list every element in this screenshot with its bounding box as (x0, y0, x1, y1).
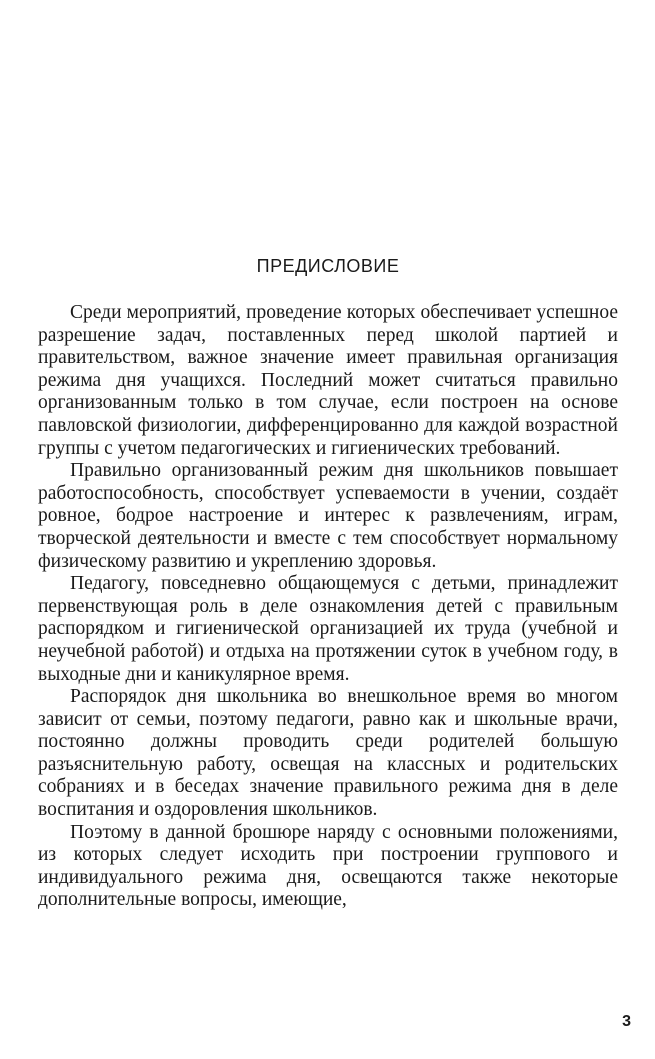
paragraph: Правильно организованный режим дня школьников повышает работоспособность, способствует успеваемости в учении, создаёт ровное, бодрое настроение и интерес к развлечениям, играм, творческой деятельности и вместе с тем способствует нормальному физическому развитию и укреплению здоровья. (38, 460, 618, 572)
page-title: ПРЕДИСЛОВИЕ (256, 256, 400, 276)
body-text (38, 302, 618, 912)
paragraph: Педагогу, повседневно общающемуся с детьми, принадлежит первенствующая роль в деле ознакомления детей с правильным распорядком и гигиенической организацией их труда (учебной и неучебной работой) и отдыха на протяжении суток в учебном году, в выходные дни и каникулярное время. (38, 573, 618, 685)
paragraph: Распорядок дня школьника во внешкольное время во многом зависит от семьи, поэтому педагоги, равно как и школьные врачи, постоянно должны проводить среди родителей большую разъяснительную работу, освещая на классных и родительских собраниях и в беседах значение правильного режима дня в деле воспитания и оздоровления школьников. (38, 686, 618, 821)
book-page (38, 0, 618, 1059)
paragraph: Поэтому в данной брошюре наряду с основными положениями, из которых следует исходить при построении группового и индивидуального режима дня, освещаются также некоторые дополнительные вопросы, имеющие, (38, 821, 618, 911)
paragraph: Среди мероприятий, проведение которых обеспечивает успешное разрешение задач, поставленных перед школой партией и правительством, важное значение имеет правильная организация режима дня учащихся. Последний может считаться правильно организованным только в том случае, если построен на основе павловской физиологии, дифференцированно для каждой возрастной группы с учетом педагогических и гигиенических требований. (38, 302, 618, 459)
page-number: 3 (622, 1013, 631, 1030)
